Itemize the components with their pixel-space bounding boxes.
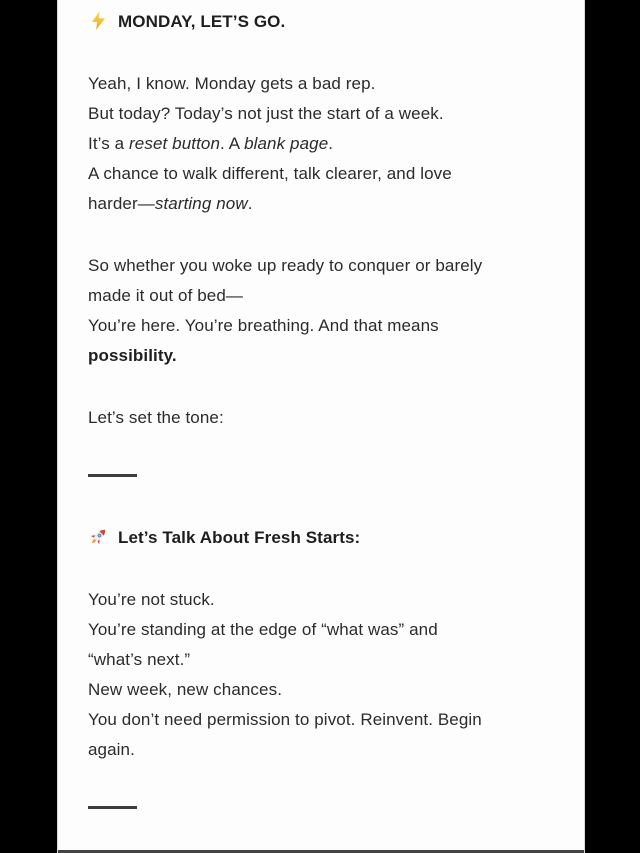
- text-run: A chance to walk different, talk clearer, and love: [88, 164, 452, 183]
- text-run: Let’s set the tone:: [88, 408, 224, 427]
- text-run: Let’s Talk About Fresh Starts:: [118, 528, 361, 547]
- text-run: again.: [88, 740, 135, 759]
- article-content: [58, 0, 584, 809]
- italic-text-run: blank page: [244, 134, 329, 153]
- text-run: You’re not stuck.: [88, 590, 215, 609]
- text-run: .: [247, 194, 253, 213]
- text-run: made it out of bed—: [88, 286, 243, 305]
- set-the-tone-paragraph: [88, 403, 560, 433]
- monday-heading: [88, 7, 560, 37]
- article-card: [57, 0, 585, 853]
- fresh-starts-paragraph: [88, 585, 560, 765]
- italic-text-run: reset button: [129, 134, 221, 153]
- lightning-icon: [88, 10, 109, 31]
- possibility-paragraph: [88, 251, 560, 371]
- text-run: You’re here. You’re breathing. And that means: [88, 316, 439, 335]
- text-run: So whether you woke up ready to conquer or barely: [88, 256, 483, 275]
- text-run: MONDAY, LET’S GO.: [118, 12, 286, 31]
- text-run: .: [328, 134, 334, 153]
- text-run: “what’s next.”: [88, 650, 191, 669]
- italic-text-run: starting now: [154, 194, 248, 213]
- text-run: New week, new chances.: [88, 680, 283, 699]
- text-run: . A: [220, 134, 245, 153]
- right-letterbox-bar: [585, 0, 640, 853]
- left-letterbox-bar: [0, 0, 57, 853]
- rocket-icon: [88, 526, 109, 547]
- fresh-starts-heading: [88, 523, 560, 553]
- text-run: You don’t need permission to pivot. Reinvent. Begin: [88, 710, 482, 729]
- divider-1: [88, 474, 137, 477]
- bold-text-run: possibility.: [88, 346, 177, 365]
- intro-paragraph: [88, 69, 560, 219]
- text-run: But today? Today’s not just the start of a week.: [88, 104, 444, 123]
- divider-2: [88, 806, 137, 809]
- text-run: It’s a: [88, 134, 130, 153]
- text-run: You’re standing at the edge of “what was” and: [88, 620, 438, 639]
- text-run: Yeah, I know. Monday gets a bad rep.: [88, 74, 376, 93]
- text-run: harder—: [88, 194, 155, 213]
